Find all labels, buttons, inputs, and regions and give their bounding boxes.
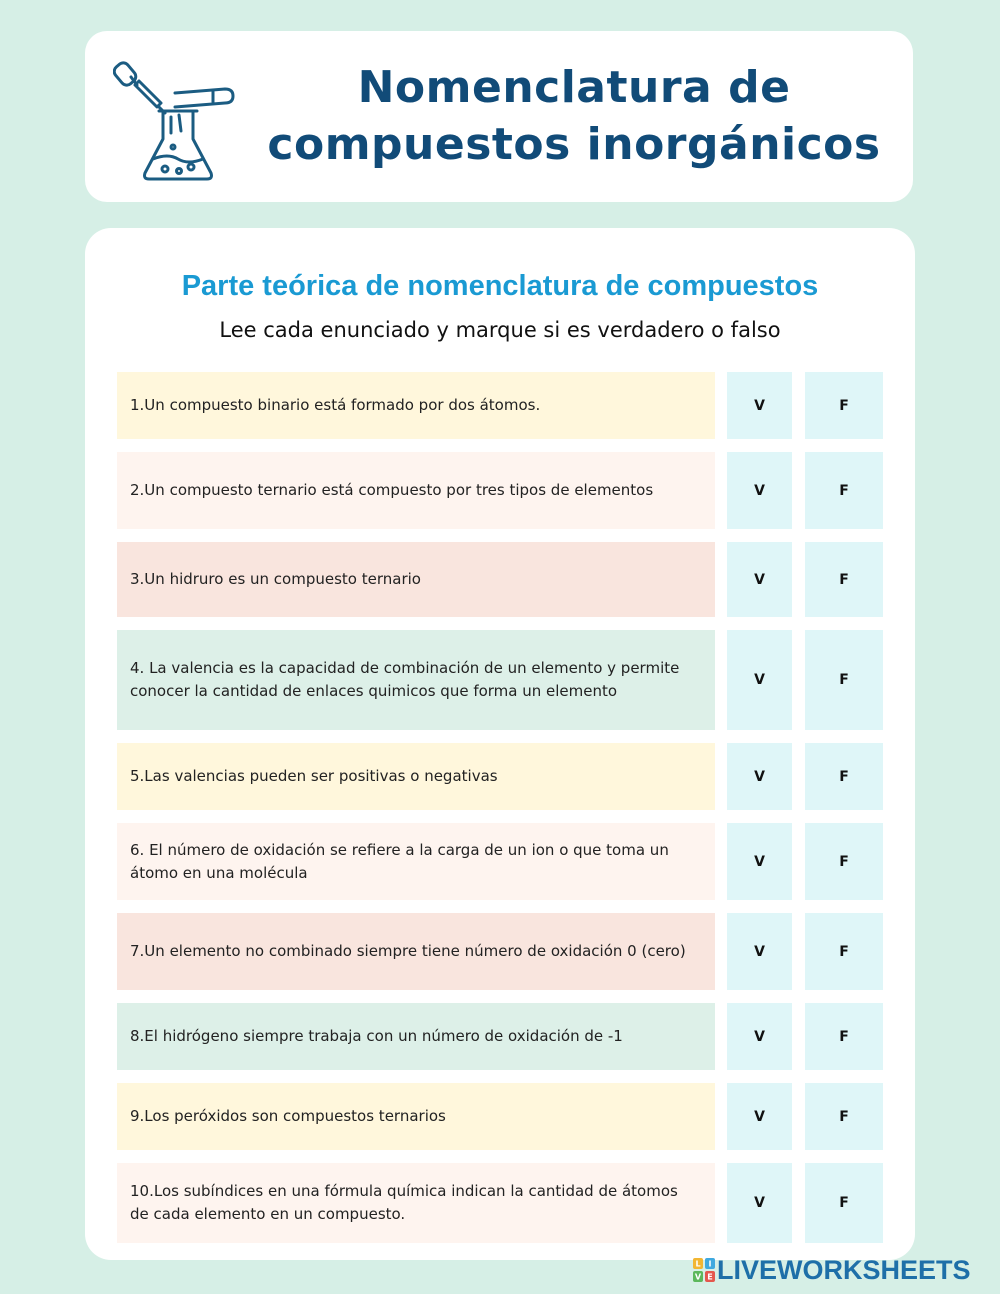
logo-letter-v: V <box>694 1272 702 1282</box>
false-option[interactable]: F <box>805 372 883 439</box>
false-option[interactable]: F <box>805 1083 883 1150</box>
liveworksheets-brand[interactable] <box>693 1256 971 1284</box>
question-row <box>117 1003 883 1070</box>
true-option[interactable]: V <box>727 743 792 810</box>
question-text: 2.Un compuesto ternario está compuesto por tres tipos de elementos <box>117 452 715 529</box>
true-option[interactable]: V <box>727 372 792 439</box>
true-option[interactable]: V <box>727 823 792 900</box>
question-row <box>117 452 883 529</box>
liveworksheets-logo-icon <box>693 1258 715 1282</box>
section-subtitle: Parte teórica de nomenclatura de compuestos <box>181 270 819 302</box>
logo-letter-l: L <box>695 1259 701 1269</box>
question-text: 5.Las valencias pueden ser positivas o negativas <box>117 743 715 810</box>
question-row <box>117 823 883 900</box>
false-option[interactable]: F <box>805 452 883 529</box>
lab-flask-dropper-icon <box>113 55 235 181</box>
true-option[interactable]: V <box>727 452 792 529</box>
true-option[interactable]: V <box>727 542 792 617</box>
true-option[interactable]: V <box>727 1083 792 1150</box>
false-option[interactable]: F <box>805 913 883 990</box>
question-row <box>117 542 883 617</box>
question-text: 10.Los subíndices en una fórmula química indican la cantidad de átomos de cada elemento en un compuesto. <box>117 1163 715 1243</box>
question-text: 7.Un elemento no combinado siempre tiene número de oxidación 0 (cero) <box>117 913 715 990</box>
false-option[interactable]: F <box>805 1163 883 1243</box>
false-option[interactable]: F <box>805 823 883 900</box>
false-option[interactable]: F <box>805 743 883 810</box>
true-option[interactable]: V <box>727 913 792 990</box>
question-text: 6. El número de oxidación se refiere a la carga de un ion o que toma un átomo en una molécula <box>117 823 715 900</box>
page-title <box>245 59 903 173</box>
question-text: 4. La valencia es la capacidad de combinación de un elemento y permite conocer la cantidad de enlaces quimicos que forma un elemento <box>117 630 715 730</box>
false-option[interactable]: F <box>805 1003 883 1070</box>
question-row <box>117 1163 883 1243</box>
title-line-2: compuestos inorgánicos <box>267 119 881 170</box>
worksheet-card <box>85 228 915 1260</box>
true-option[interactable]: V <box>727 1003 792 1070</box>
question-row <box>117 372 883 439</box>
title-line-1: Nomenclatura de <box>357 62 791 113</box>
true-option[interactable]: V <box>727 1163 792 1243</box>
logo-letter-e: E <box>707 1272 713 1282</box>
question-row <box>117 630 883 730</box>
question-text: 9.Los peróxidos son compuestos ternarios <box>117 1083 715 1150</box>
false-option[interactable]: F <box>805 630 883 730</box>
header-card <box>85 31 913 202</box>
true-option[interactable]: V <box>727 630 792 730</box>
question-row <box>117 743 883 810</box>
question-text: 1.Un compuesto binario está formado por dos átomos. <box>117 372 715 439</box>
instructions: Lee cada enunciado y marque si es verdadero o falso <box>219 318 781 342</box>
question-text: 3.Un hidruro es un compuesto ternario <box>117 542 715 617</box>
question-row <box>117 1083 883 1150</box>
brand-text: LIVEWORKSHEETS <box>717 1254 971 1285</box>
logo-letter-i: I <box>708 1259 712 1269</box>
question-text: 8.El hidrógeno siempre trabaja con un número de oxidación de -1 <box>117 1003 715 1070</box>
question-row <box>117 913 883 990</box>
false-option[interactable]: F <box>805 542 883 617</box>
